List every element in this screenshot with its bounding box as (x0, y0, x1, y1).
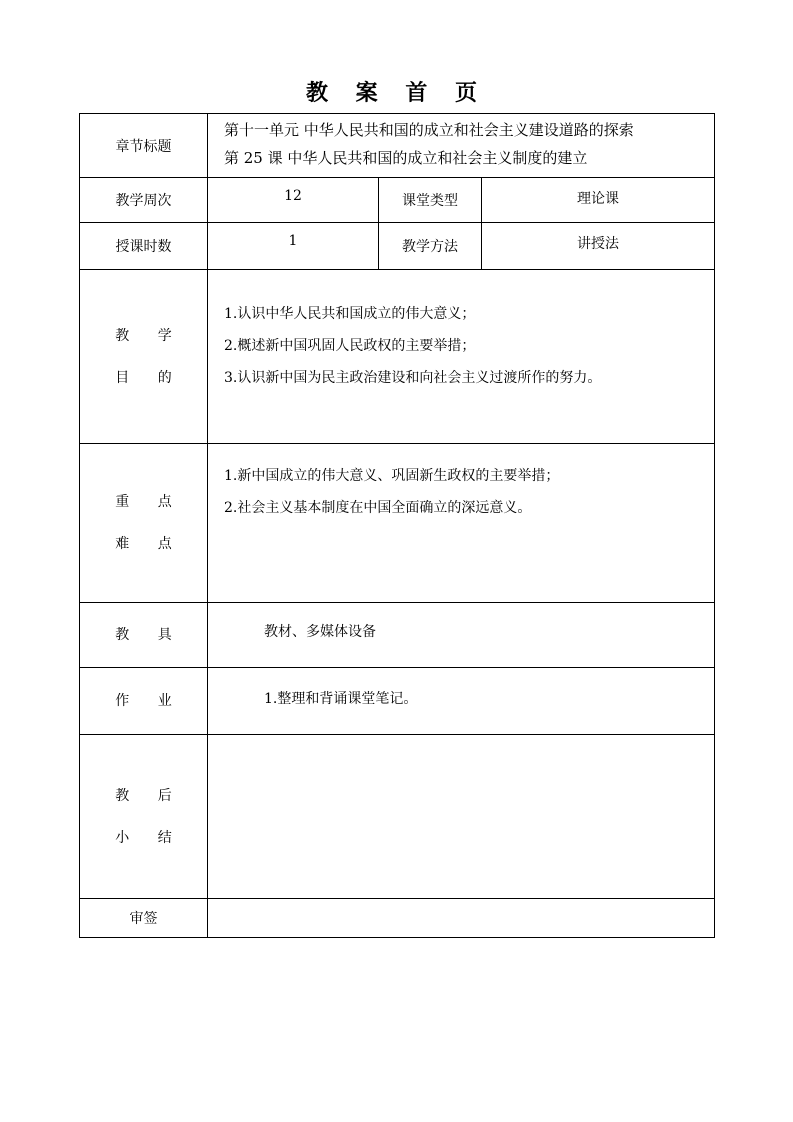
review-row (80, 899, 715, 938)
tools-value: 教材、多媒体设备 (208, 603, 715, 668)
key-points-list (208, 444, 715, 603)
key-point-item: 2.社会主义基本制度在中国全面确立的深远意义。 (224, 500, 532, 516)
key-points-label-line2: 难 点 (115, 536, 184, 552)
objective-item: 2.概述新中国巩固人民政权的主要举措； (224, 338, 476, 354)
key-points-row (80, 444, 715, 603)
key-point-item: 1.新中国成立的伟大意义、巩固新生政权的主要举措； (224, 468, 560, 484)
week-value: 12 (208, 178, 379, 223)
lesson-plan-table (79, 113, 715, 938)
summary-value[interactable] (208, 735, 715, 899)
review-value[interactable] (208, 899, 715, 938)
key-points-label-line1: 重 点 (115, 494, 184, 510)
objectives-label-line2: 目 的 (115, 369, 184, 386)
objectives-label (80, 270, 208, 444)
key-points-label (80, 444, 208, 603)
objective-item: 1.认识中华人民共和国成立的伟大意义； (224, 306, 476, 322)
homework-label: 作 业 (80, 668, 208, 735)
hours-row (80, 223, 715, 270)
hours-value: 1 (208, 223, 379, 270)
chapter-line-lesson: 第 25 课 中华人民共和国的成立和社会主义制度的建立 (224, 149, 588, 167)
objective-item: 3.认识新中国为民主政治建设和向社会主义过渡所作的努力。 (224, 370, 602, 386)
class-type-value: 理论课 (482, 178, 715, 223)
method-value: 讲授法 (482, 223, 715, 270)
tools-label: 教 具 (80, 603, 208, 668)
review-label: 审签 (80, 899, 208, 938)
objectives-label-line1: 教 学 (115, 327, 184, 344)
chapter-label: 章节标题 (80, 114, 208, 178)
objectives-row (80, 270, 715, 444)
homework-value: 1.整理和背诵课堂笔记。 (208, 668, 715, 735)
summary-row (80, 735, 715, 899)
class-type-label: 课堂类型 (379, 178, 482, 223)
chapter-value-cell (208, 114, 715, 178)
objectives-list (208, 270, 715, 444)
summary-label (80, 735, 208, 899)
summary-label-line2: 小 结 (115, 829, 184, 846)
chapter-row (80, 114, 715, 178)
page-title: 教 案 首 页 (306, 81, 487, 106)
tools-row (80, 603, 715, 668)
method-label: 教学方法 (379, 223, 482, 270)
week-row (80, 178, 715, 223)
hours-label: 授课时数 (80, 223, 208, 270)
week-label: 教学周次 (80, 178, 208, 223)
homework-row (80, 668, 715, 735)
summary-label-line1: 教 后 (115, 787, 184, 804)
chapter-line-unit: 第十一单元 中华人民共和国的成立和社会主义建设道路的探索 (224, 121, 634, 139)
